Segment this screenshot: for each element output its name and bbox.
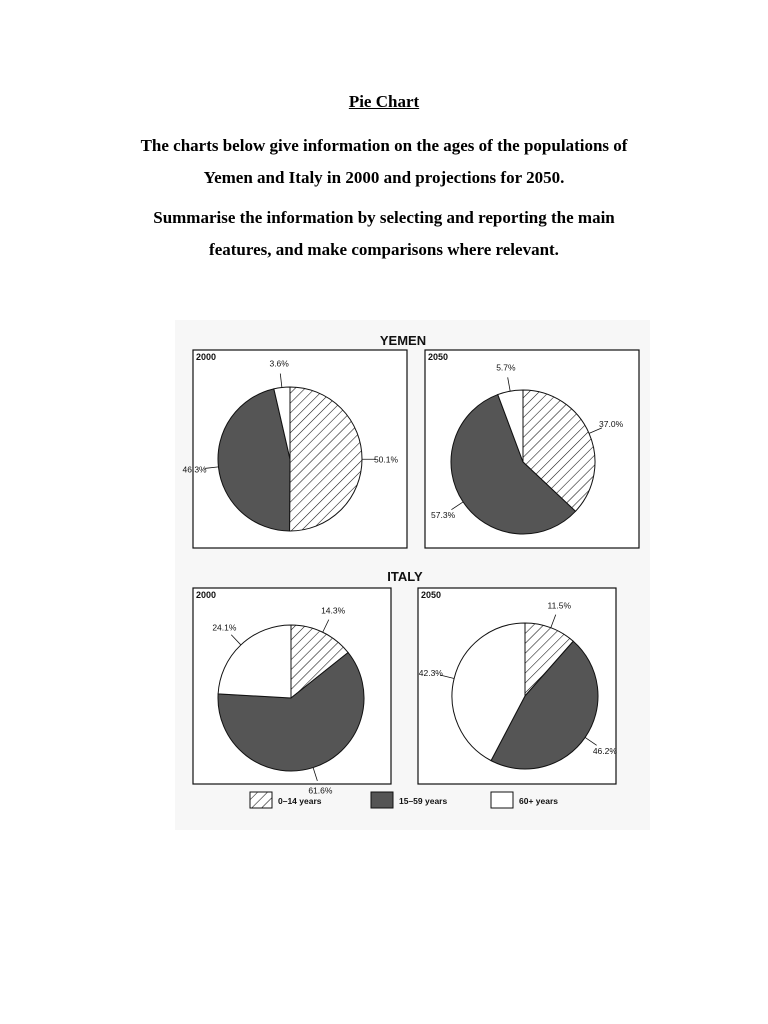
chart-year-label: 2050 [428,352,449,362]
pie-data-label: 42.3% [418,667,443,678]
legend-swatch [491,792,513,808]
legend-label: 0–14 years [278,796,322,806]
pie-charts-svg [175,320,650,830]
pie-data-label: 46.2% [592,746,617,757]
task-prompt-line: The charts below give information on the ages of the populations of [140,136,628,155]
chart-year-label: 2000 [196,590,217,600]
pie-data-label: 46.3% [182,464,207,475]
pie-data-label: 61.6% [308,785,333,796]
task-prompt-line: features, and make comparisons where relevant. [209,240,559,259]
chart-year-label: 2000 [196,352,217,362]
pie-data-label: 3.6% [269,358,289,369]
task-prompt-line: Yemen and Italy in 2000 and projections for 2050. [203,168,565,187]
legend-label: 15–59 years [399,796,448,806]
pie-chart-figure [175,320,650,830]
task-prompt-line: Summarise the information by selecting and reporting the main [153,208,615,227]
task-prompt-paragraph-2 [120,202,648,266]
legend-swatch [250,792,272,808]
pie-data-label: 50.1% [373,454,399,465]
pie-data-label: 57.3% [431,510,456,521]
task-prompt-paragraph-1 [120,130,648,194]
page-title: Pie Chart [348,92,420,111]
pie-data-label: 14.3% [321,605,346,616]
chart-year-label: 2050 [421,590,442,600]
pie-data-label: 37.0% [599,418,624,429]
legend-swatch [371,792,393,808]
pie-data-label: 5.7% [496,362,516,373]
pie-data-label: 24.1% [212,622,237,633]
legend-label: 60+ years [519,796,558,806]
chart-group-title: ITALY [387,569,423,584]
chart-group-title: YEMEN [379,333,427,348]
pie-data-label: 11.5% [547,600,572,611]
